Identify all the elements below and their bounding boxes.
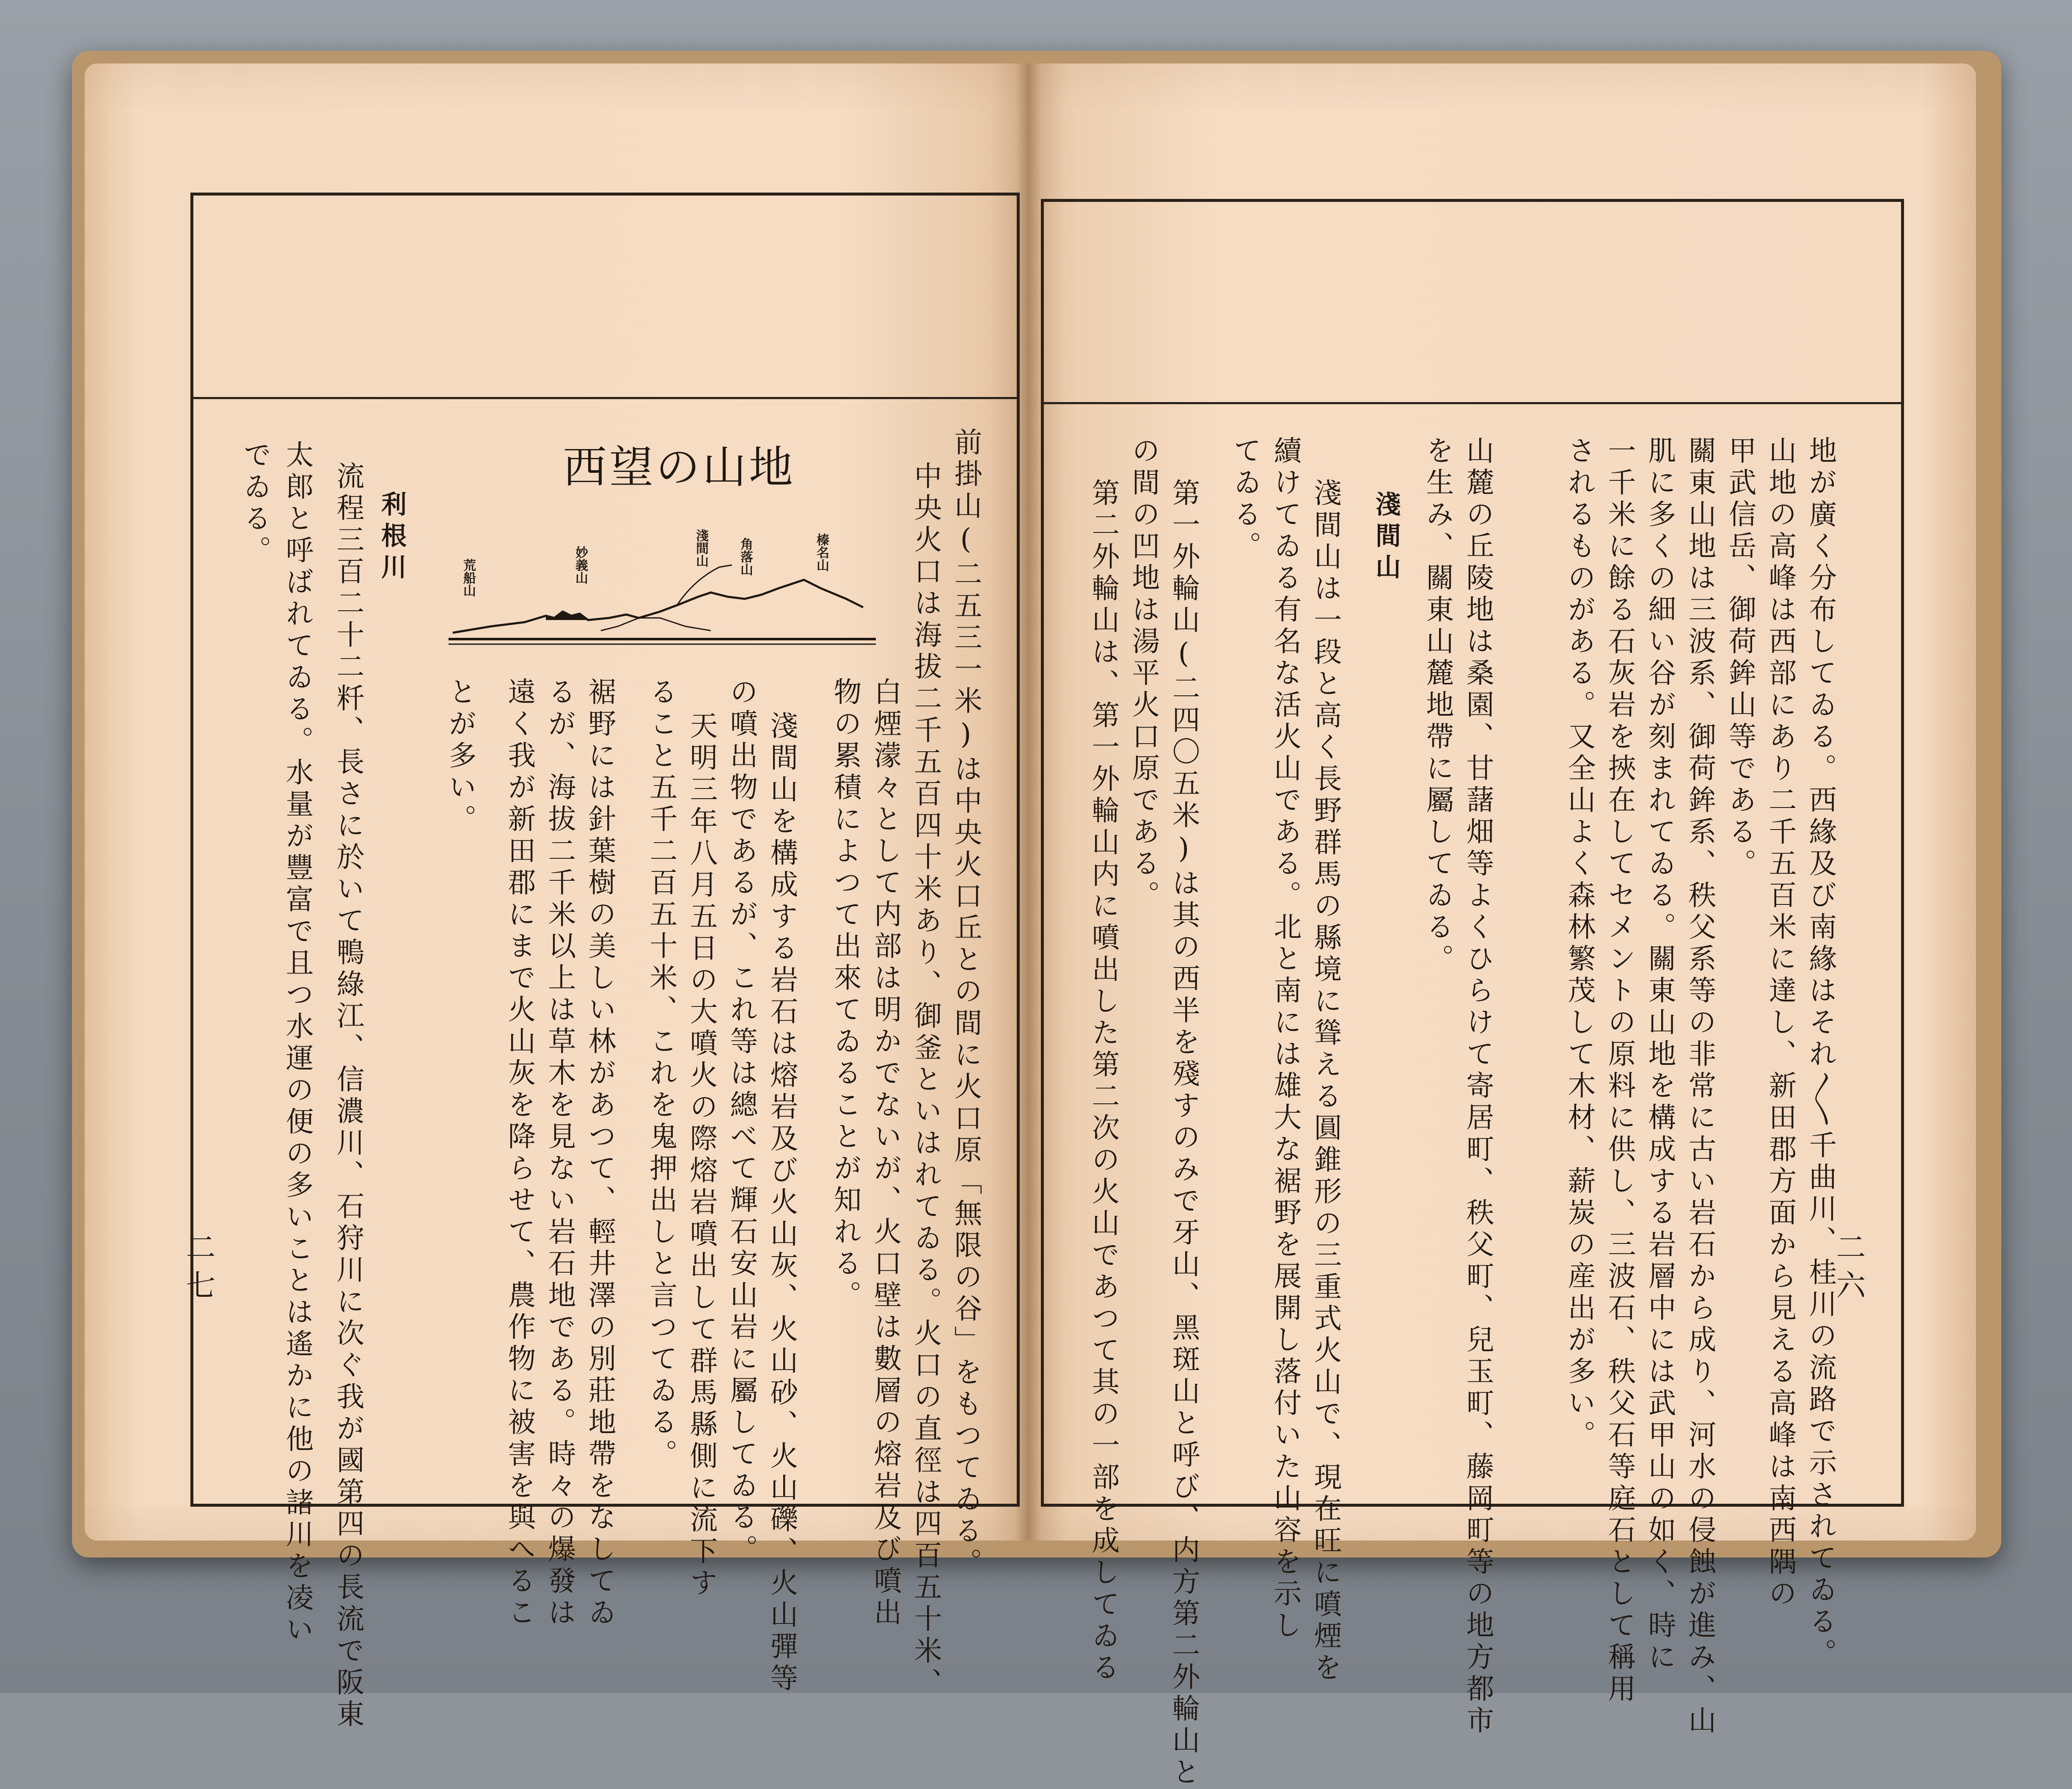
left-col-13: 流程三百二十二粁、長さに於いて鴨綠江、信濃川、石狩川に次ぐ我が國第四の長流で阪東 bbox=[332, 461, 364, 1731]
right-col-5: 肌に多くの細い谷が刻まれてゐる。關東山地を構成する岩層中には武甲山の如く、時に bbox=[1643, 436, 1676, 1674]
left-col-6: の噴出物であるが、これ等は總べて輝石安山岩に屬してゐる。 bbox=[725, 677, 758, 1566]
left-col-4: 物の累積によつて出來てゐることが知れる。 bbox=[829, 677, 861, 1312]
right-col-7: されるものがある。又全山よく森林繁茂して木材、薪炭の産出が多い。 bbox=[1563, 436, 1596, 1452]
left-col-14: 太郎と呼ばれてゐる。水量が豐富で且つ水運の便の多いことは遙かに他の諸川を凌い bbox=[281, 440, 314, 1646]
left-col-7: 天明三年八月五日の大噴火の際熔岩噴出して群馬縣側に流下す bbox=[685, 711, 718, 1600]
label-tsunootoshi: 角落山 bbox=[738, 538, 753, 576]
label-myogi: 妙義山 bbox=[573, 546, 588, 584]
asama-smoke bbox=[677, 565, 732, 605]
label-arafune: 荒船山 bbox=[461, 559, 476, 597]
foothill-line bbox=[601, 618, 711, 631]
left-col-15: でゐる。 bbox=[239, 440, 271, 567]
left-col-2: 中央火口は海拔二千五百四十米あり、御釜といはれてゐる。火口の直徑は四百五十米、 bbox=[909, 461, 942, 1699]
right-col-10: 淺間山は一段と高く長野群馬の縣境に聳える圓錐形の三重式火山で、現在旺に噴煙を bbox=[1309, 478, 1342, 1684]
right-col-6: 一千米に餘る石灰岩を挾在してセメントの原料に供し、三波石、秩父石等庭石として稱用 bbox=[1603, 436, 1636, 1706]
left-col-3: 白煙濛々として内部は明かでないが、火口壁は數層の熔岩及び噴出 bbox=[869, 677, 902, 1629]
right-col-8: 山麓の丘陵地は桑園、甘藷畑等よくひらけて寄居町、秩父町、兒玉町、藤岡町等の地方都市 bbox=[1461, 436, 1494, 1737]
mountain-silhouette-figure bbox=[440, 491, 880, 656]
label-haruna: 榛名山 bbox=[814, 533, 829, 571]
right-col-11: 續けてゐる有名な活火山である。北と南には雄大な裾野を展開し落付いた山容を示し bbox=[1269, 436, 1302, 1642]
right-col-3: 甲武信岳、御荷鉾山等である。 bbox=[1724, 436, 1756, 880]
left-col-12: とが多い。 bbox=[444, 677, 476, 836]
left-col-1: 前掛山(二五三一米)は中央火口丘との間に火口原「無限の谷」をもつてゐる。 bbox=[949, 427, 982, 1580]
left-col-8: ること五千二百五十米、これを鬼押出しと言つてゐる。 bbox=[645, 677, 677, 1471]
right-col-1: 地が廣く分布してゐる。西緣及び南緣はそれ〳〵千曲川、桂川の流路で示されてゐる。 bbox=[1804, 436, 1837, 1670]
right-col-9: を生み、關東山麓地帶に屬してゐる。 bbox=[1421, 436, 1454, 976]
section-heading-tone: 利根川 bbox=[377, 491, 407, 585]
page-number-26: 二六 bbox=[1831, 1232, 1866, 1308]
right-col-12: てゐる。 bbox=[1229, 436, 1261, 563]
left-col-9: 裾野には針葉樹の美しい林があつて、輕井澤の別莊地帶をなしてゐ bbox=[583, 677, 616, 1629]
right-col-15: 第二外輪山は、第一外輪山内に噴出した第二次の火山であつて其の一部を成してゐる bbox=[1087, 478, 1120, 1684]
section-heading-asama: 淺間山 bbox=[1371, 491, 1401, 585]
right-col-2: 山地の高峰は西部にあり二千五百米に達し、新田郡方面から見える高峰は南西隅の bbox=[1764, 436, 1797, 1610]
label-asama: 淺間山 bbox=[693, 529, 708, 567]
page-number-27: 二七 bbox=[181, 1232, 216, 1308]
left-header-rule bbox=[193, 397, 1017, 399]
ridge-line bbox=[453, 580, 863, 633]
left-col-11: 遠く我が新田郡にまで火山灰を降らせて、農作物に被害を與へるこ bbox=[503, 677, 536, 1629]
right-col-13: 第一外輪山(二四〇五米)は其の西半を殘すのみで牙山、黑斑山と呼び、内方第二外輪山と bbox=[1167, 478, 1200, 1789]
right-col-14: の間の凹地は湯平火口原である。 bbox=[1127, 436, 1160, 912]
right-header-rule bbox=[1044, 402, 1901, 404]
left-col-5: 淺間山を構成する岩石は熔岩及び火山灰、火山砂、火山礫、火山彈等 bbox=[765, 711, 798, 1695]
left-col-10: るが、海拔二千米以上は草木を見ない岩石地である。時々の爆發は bbox=[543, 677, 576, 1629]
figure-title: 西望の山地 bbox=[563, 441, 796, 493]
right-col-4: 關東山地は三波系、御荷鉾系、秩父系等の非常に古い岩石から成り、河水の侵蝕が進み、山 bbox=[1684, 436, 1716, 1737]
